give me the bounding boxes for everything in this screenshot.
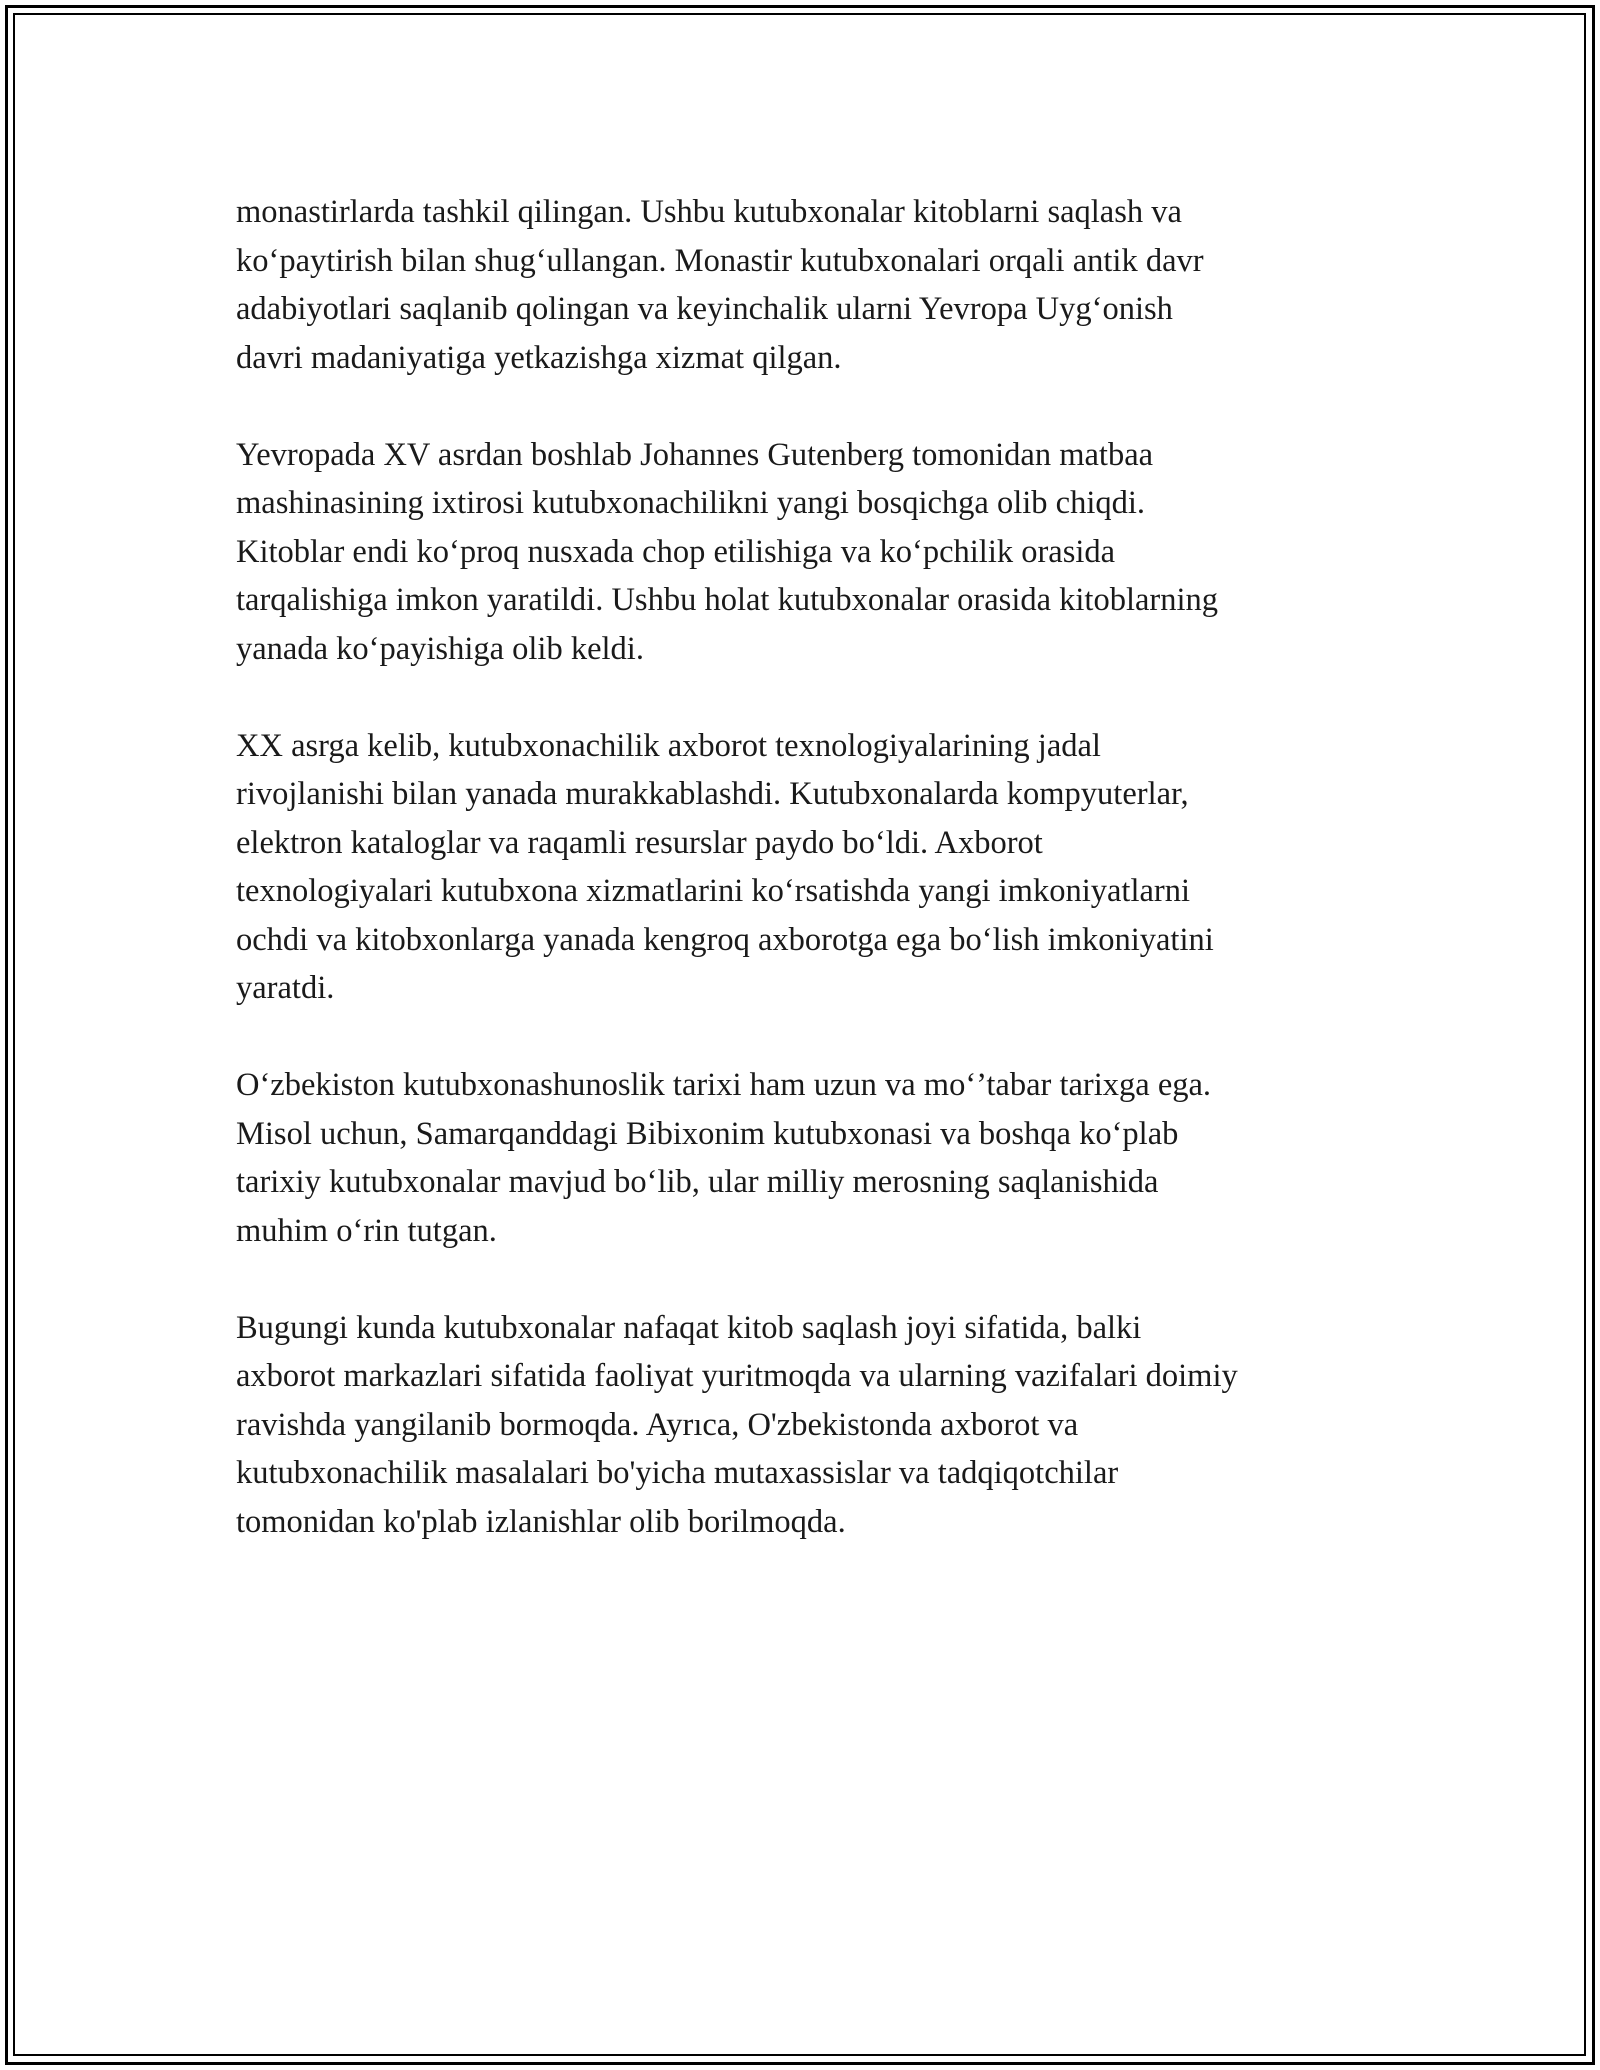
paragraph-20th-century [236, 722, 1386, 1013]
text-line: mashinasining ixtirosi kutubxonachilikni yangi bosqichga olib chiqdi. [236, 485, 1146, 521]
text-line: monastirlarda tashkil qilingan. Ushbu kutubxonalar kitoblarni saqlash va [236, 194, 1182, 230]
paragraph-monastery-libraries [236, 188, 1386, 382]
text-line: Yevropada XV asrdan boshlab Johannes Gutenberg tomonidan matbaa [236, 436, 1154, 473]
document-body [236, 188, 1386, 1595]
paragraph-today [236, 1304, 1386, 1547]
text-line: ochdi va kitobxonlarga yanada kengroq axborotga ega bo‘lish imkoniyatini [236, 921, 1214, 958]
text-line: muhim o‘rin tutgan. [236, 1212, 497, 1249]
text-line: axborot markazlari sifatida faoliyat yuritmoqda va ularning vazifalari doimiy [236, 1358, 1238, 1394]
text-line: yaratdi. [236, 970, 335, 1006]
text-line: tomonidan ko'plab izlanishlar olib borilmoqda. [236, 1503, 846, 1540]
text-line: adabiyotlari saqlanib qolingan va keyinchalik ularni Yevropa Uyg‘onish [236, 291, 1173, 327]
text-line: elektron kataloglar va raqamli resurslar paydo bo‘ldi. Axborot [236, 824, 1043, 861]
text-line: davri madaniyatiga yetkazishga xizmat qilgan. [236, 339, 842, 376]
text-line: tarqalishiga imkon yaratildi. Ushbu holat kutubxonalar orasida kitoblarning [236, 582, 1219, 618]
text-line: O‘zbekiston kutubxonashunoslik tarixi ham uzun va mo‘’tabar tarixga ega. [236, 1067, 1212, 1103]
text-line: rivojlanishi bilan yanada murakkablashdi. Kutubxonalarda kompyuterlar, [236, 776, 1189, 812]
text-line: XX asrga kelib, kutubxonachilik axborot texnologiyalarining jadal [236, 727, 1101, 764]
paragraph-printing-press [236, 431, 1386, 674]
text-line: ko‘paytirish bilan shug‘ullangan. Monastir kutubxonalari orqali antik davr [236, 242, 1204, 279]
text-line: ravishda yangilanib bormoqda. Ayrıca, O'zbekistonda axborot va [236, 1406, 1079, 1443]
text-line: tarixiy kutubxonalar mavjud bo‘lib, ular milliy merosning saqlanishida [236, 1164, 1159, 1200]
text-line: yanada ko‘payishiga olib keldi. [236, 630, 644, 667]
text-line: Kitoblar endi ko‘proq nusxada chop etilishiga va ko‘pchilik orasida [236, 533, 1116, 570]
text-line: texnologiyalari kutubxona xizmatlarini ko‘rsatishda yangi imkoniyatlarni [236, 873, 1191, 909]
text-line: Bugungi kunda kutubxonalar nafaqat kitob saqlash joyi sifatida, balki [236, 1309, 1142, 1346]
text-line: Misol uchun, Samarqanddagi Bibixonim kutubxonasi va boshqa ko‘plab [236, 1115, 1179, 1152]
text-line: kutubxonachilik masalalari bo'yicha mutaxassislar va tadqiqotchilar [236, 1455, 1119, 1491]
paragraph-uzbekistan-history [236, 1061, 1386, 1255]
